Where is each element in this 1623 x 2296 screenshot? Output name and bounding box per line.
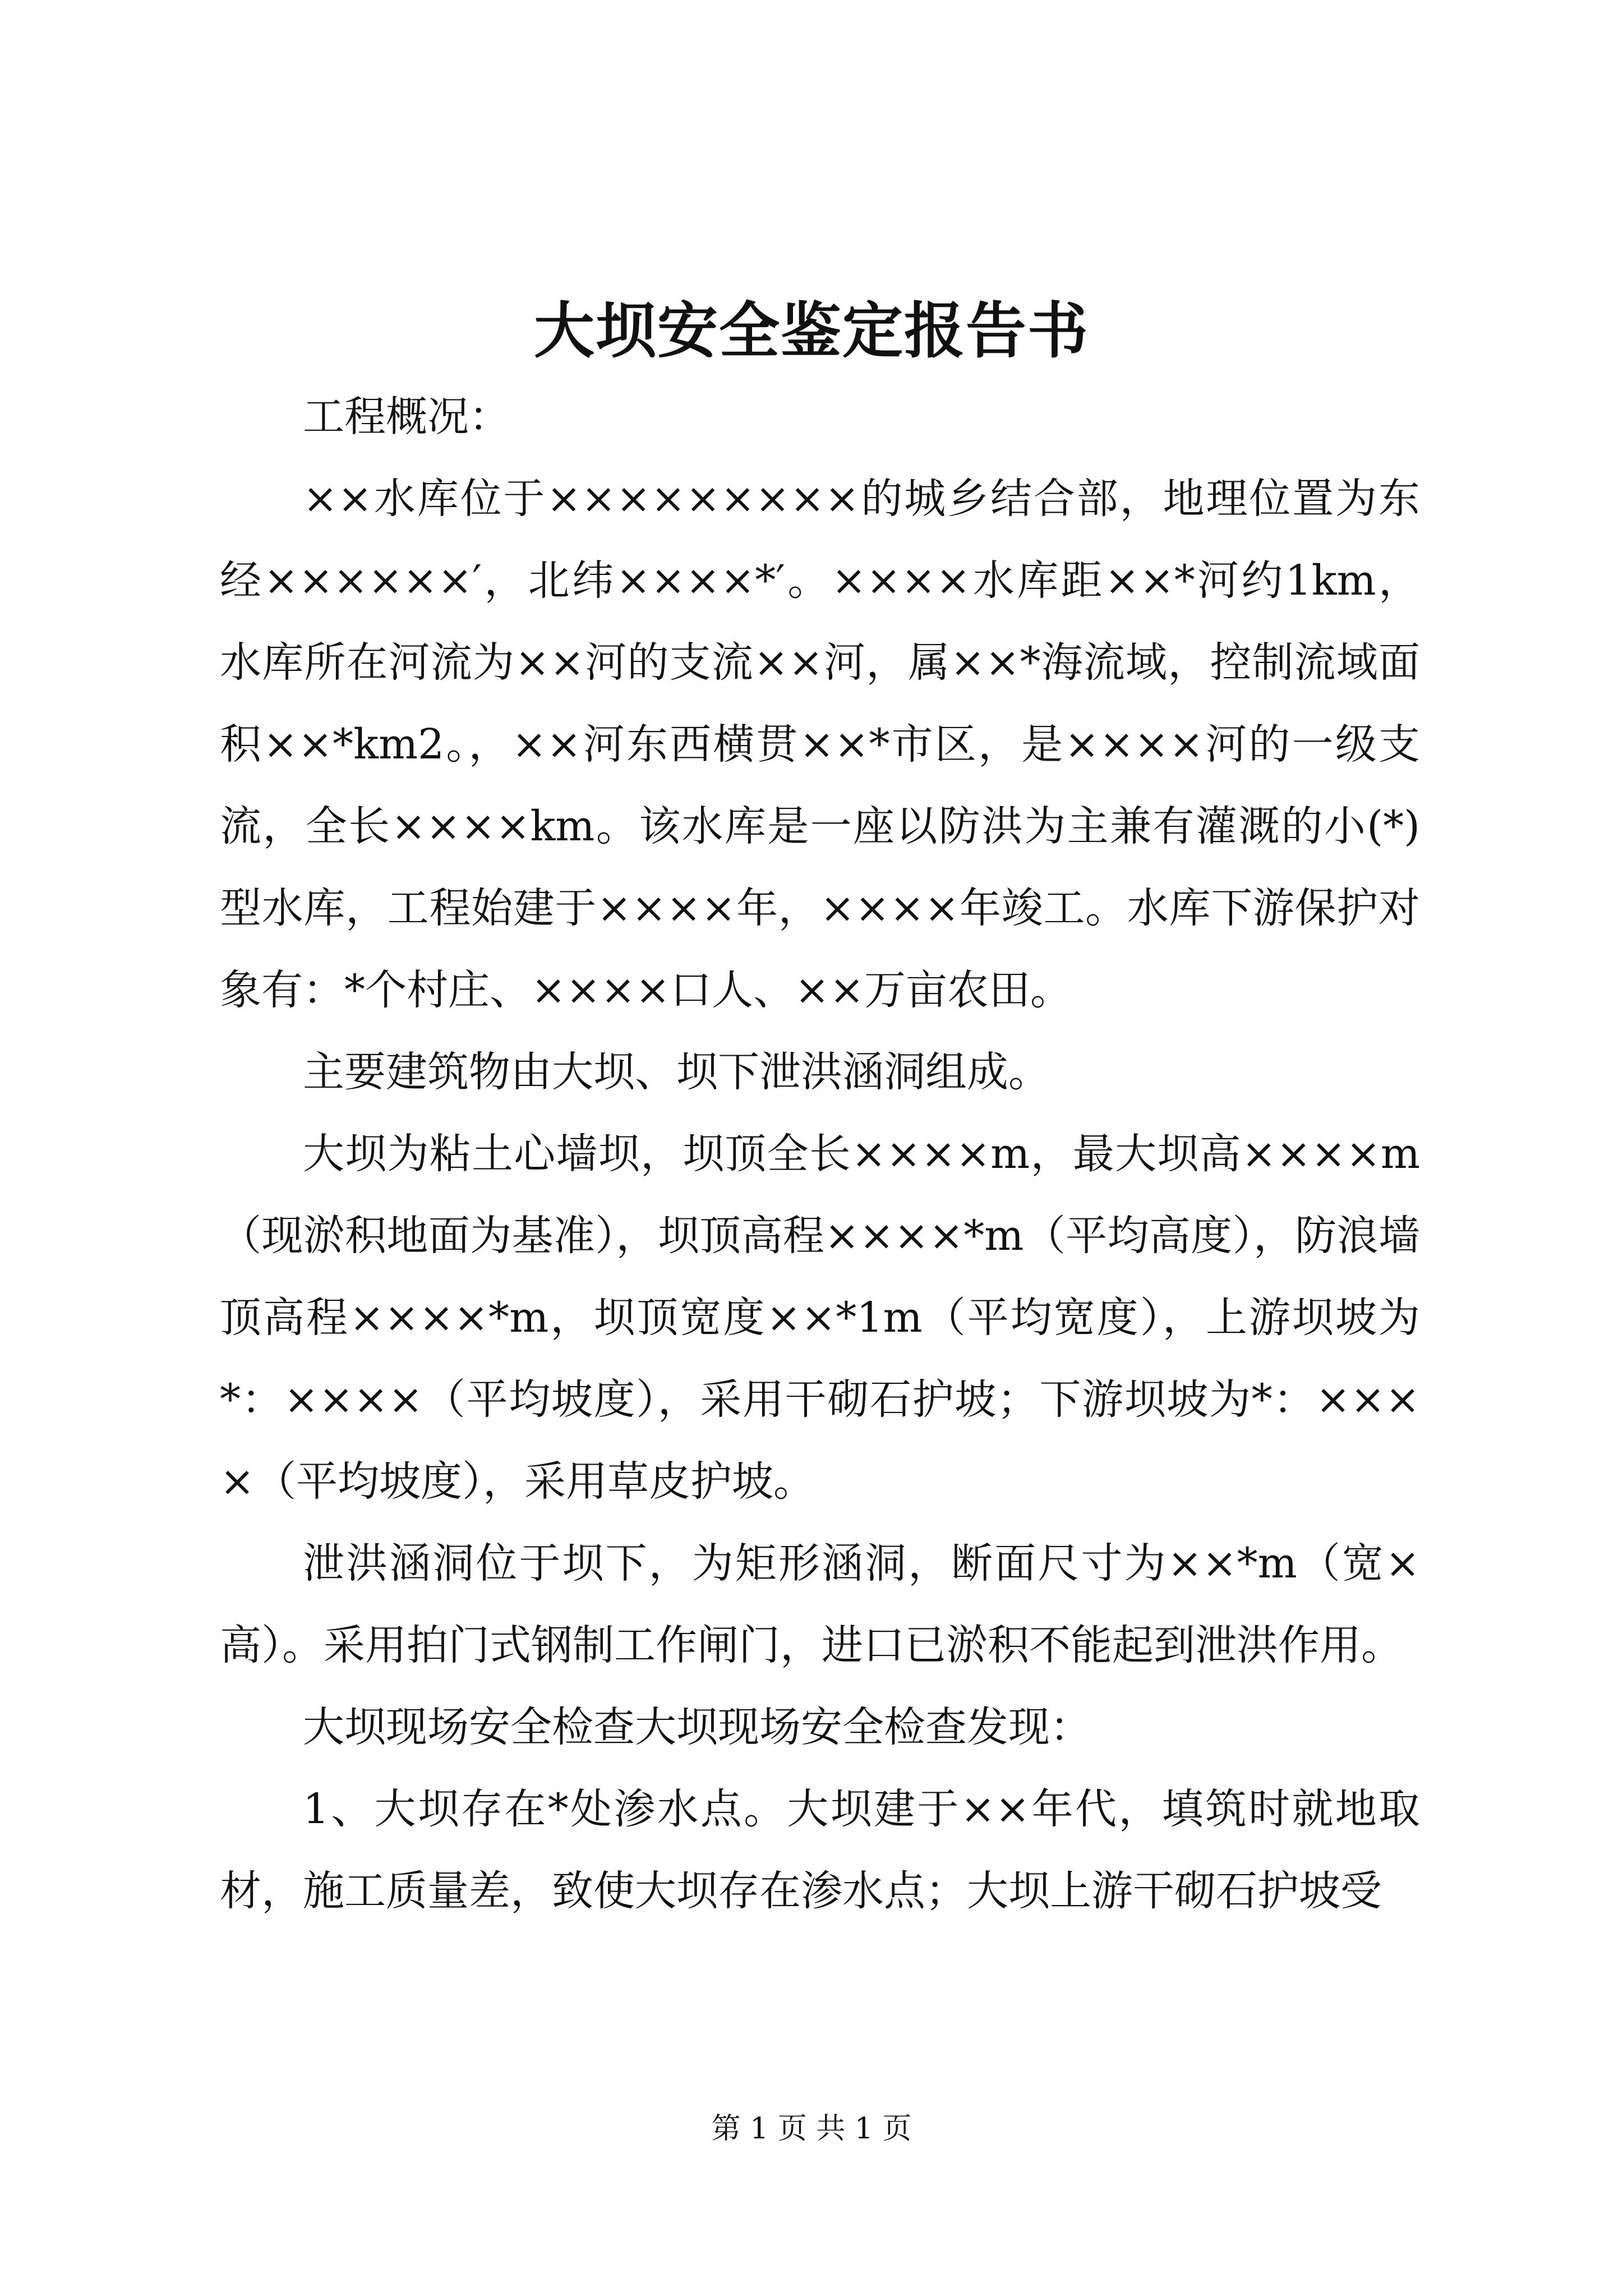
- paragraph-inspection-heading: 大坝现场安全检查大坝现场安全检查发现：: [303, 1703, 1091, 1751]
- document-body: [220, 376, 1420, 1932]
- paragraph-overview-heading: 工程概况：: [303, 393, 510, 441]
- paragraph-culvert-description: 泄洪涵洞位于坝下，为矩形涵洞，断面尺寸为××*m（宽×高）。采用拍门式钢制工作闸门，进口已淤积不能起到泄洪作用。: [220, 1539, 1420, 1669]
- paragraph-dam-description: 大坝为粘土心墙坝，坝顶全长××××m，最大坝高××××m（现淤积地面为基准），坝顶高程××××*m（平均高度），防浪墙顶高程××××*m，坝顶宽度××*1m（平均宽度），上游坝坡为*：××××（平均坡度），采用干砌石护坡；下游坝坡为*：××××（平均坡度），采用草皮护坡。: [220, 1130, 1420, 1506]
- paragraph-inspection-item-1: 1、大坝存在*处渗水点。大坝建于××年代，填筑时就地取材，施工质量差，致使大坝存在渗水点；大坝上游干砌石护坡受: [220, 1785, 1420, 1915]
- paragraph-main-structures: 主要建筑物由大坝、坝下泄洪涵洞组成。: [303, 1048, 1050, 1096]
- paragraph-reservoir-description: ××水库位于×××××××××的城乡结合部，地理位置为东经××××××′，北纬××××*′。××××水库距××*河约1km，水库所在河流为××河的支流××河，属××*海流域，控制流域面积××*km2。，××河东西横贯××*市区，是××××河的一级支流，全长××××km。该水库是一座以防洪为主兼有灌溉的小(*)型水库，工程始建于××××年，××××年竣工。水库下游保护对象有：*个村庄、××××口人、××万亩农田。: [220, 475, 1420, 1014]
- page-footer: 第 1 页 共 1 页: [711, 2112, 912, 2146]
- document-title: 大坝安全鉴定报告书: [533, 296, 1089, 366]
